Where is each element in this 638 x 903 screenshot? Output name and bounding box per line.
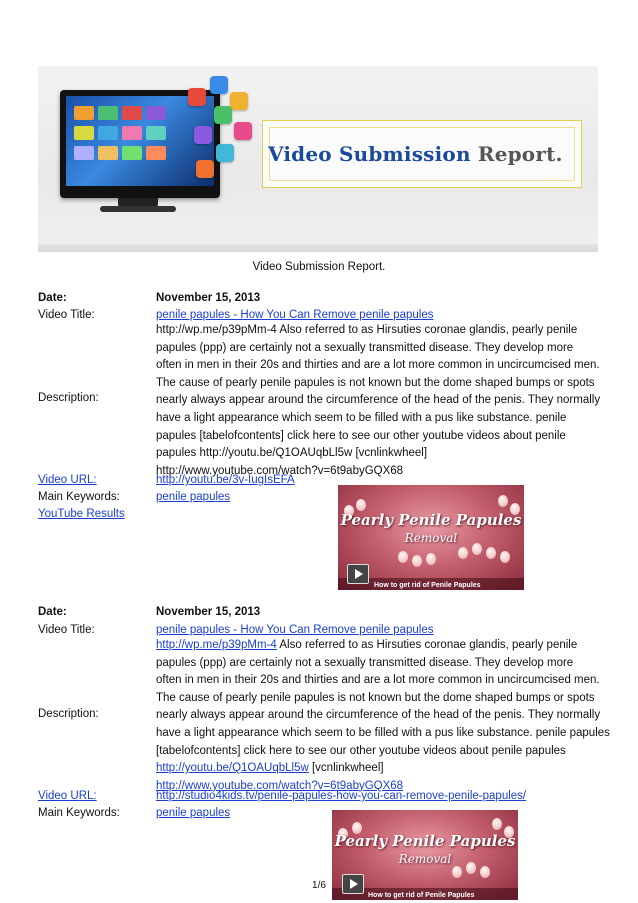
logo-text	[268, 142, 563, 166]
description-label: Description:	[38, 708, 99, 720]
television-icon	[60, 90, 220, 198]
youtube-results-link[interactable]: YouTube Results	[38, 508, 125, 520]
description-line: have a light appearance which seem to be filled with a pus like substance. penile papules	[156, 726, 610, 739]
description-line	[156, 637, 626, 655]
description-line-rest: [vcnlinkwheel]	[308, 762, 384, 775]
main-keywords-link[interactable]: penile papules	[156, 807, 231, 819]
description-line: often in men in their 20s and thirties and are a lot more common in uncircumcised men.	[156, 359, 600, 372]
thumbnail-caption: How to get rid of Penile Papules	[368, 892, 475, 899]
app-icon	[216, 144, 234, 162]
description-text	[156, 637, 626, 795]
document-title: Video Submission Report.	[252, 261, 386, 273]
thumbnail-title: Pearly Penile Papules	[340, 511, 522, 529]
app-icon	[230, 92, 248, 110]
video-url-label[interactable]: Video URL:	[38, 474, 97, 486]
page-number: 1/6	[312, 880, 326, 891]
app-icon	[188, 88, 206, 106]
thumbnail-subtitle: Removal	[404, 531, 458, 545]
date-value: November 15, 2013	[156, 292, 261, 304]
description-line: [tabelofcontents] click here to see our other youtube videos about penile papules	[156, 744, 566, 757]
description-line: papules (ppp) are certainly not a sexually transmitted disease. They develop more	[156, 656, 574, 669]
description-label: Description:	[38, 392, 99, 404]
date-value: November 15, 2013	[156, 606, 261, 618]
video-url-link[interactable]: http://youtu.be/3v-IugIsEFA	[156, 474, 295, 486]
thumbnail-title: Pearly Penile Papules	[334, 832, 516, 850]
thumbnail-caption: How to get rid of Penile Papules	[374, 582, 481, 589]
video-title-link[interactable]: penile papules - How You Can Remove penile papules	[156, 624, 434, 636]
description-line: nearly always appear around the circumference of the head of the penis. They normally	[156, 709, 601, 722]
thumbnail-subtitle: Removal	[398, 852, 452, 866]
description-line: The cause of pearly penile papules is not known but the dome shaped bumps or spots	[156, 376, 595, 389]
description-line: http://wp.me/p39pMm-4 Also referred to as Hirsuties coronae glandis, pearly penile	[156, 324, 578, 336]
logo-part-1: Video Submission	[268, 142, 471, 166]
description-link[interactable]: http://youtu.be/Q1OAUqbLl5w	[156, 762, 309, 775]
description-line: nearly always appear around the circumference of the head of the penis. They normally	[156, 394, 601, 407]
description-line	[156, 760, 626, 778]
video-title-label: Video Title:	[38, 624, 95, 636]
description-link[interactable]: http://www.youtube.com/watch?v=6t9abyGQX68	[156, 779, 404, 792]
app-icon	[234, 122, 252, 140]
date-label: Date:	[38, 292, 67, 304]
video-thumbnail[interactable]	[338, 485, 524, 590]
app-icon	[210, 76, 228, 94]
play-icon[interactable]	[347, 564, 369, 584]
description-line: papules http://youtu.be/Q1OAUqbLl5w [vcnlinkwheel]	[156, 447, 428, 460]
description-line: often in men in their 20s and thirties and are a lot more common in uncircumcised men.	[156, 674, 600, 687]
main-keywords-label: Main Keywords:	[38, 807, 120, 819]
description-link[interactable]: http://wp.me/p39pMm-4	[156, 639, 277, 651]
date-label: Date:	[38, 606, 67, 618]
description-line-rest: Also referred to as Hirsuties coronae glandis, pearly penile	[276, 639, 578, 651]
video-url-link[interactable]: http://studio4kids.tv/penile-papules-how-you-can-remove-penile-papules/	[156, 790, 527, 802]
main-keywords-label: Main Keywords:	[38, 491, 120, 503]
description-text	[156, 322, 626, 480]
description-line: http://www.youtube.com/watch?v=6t9abyGQX68	[156, 464, 404, 477]
video-url-label[interactable]: Video URL:	[38, 790, 97, 802]
app-icon	[194, 126, 212, 144]
description-line: papules (ppp) are certainly not a sexually transmitted disease. They develop more	[156, 341, 574, 354]
video-title-label: Video Title:	[38, 309, 95, 321]
description-line: papules [tabelofcontents] click here to see our other youtube videos about penile	[156, 429, 566, 442]
header-banner	[38, 66, 598, 252]
logo-part-2: Report.	[477, 142, 563, 166]
description-line: The cause of pearly penile papules is not known but the dome shaped bumps or spots	[156, 691, 595, 704]
main-keywords-link[interactable]: penile papules	[156, 491, 231, 503]
video-title-link[interactable]: penile papules - How You Can Remove penile papules	[156, 309, 434, 321]
app-icon	[214, 106, 232, 124]
app-icon	[196, 160, 214, 178]
description-line: have a light appearance which seem to be filled with a pus like substance. penile	[156, 411, 567, 424]
